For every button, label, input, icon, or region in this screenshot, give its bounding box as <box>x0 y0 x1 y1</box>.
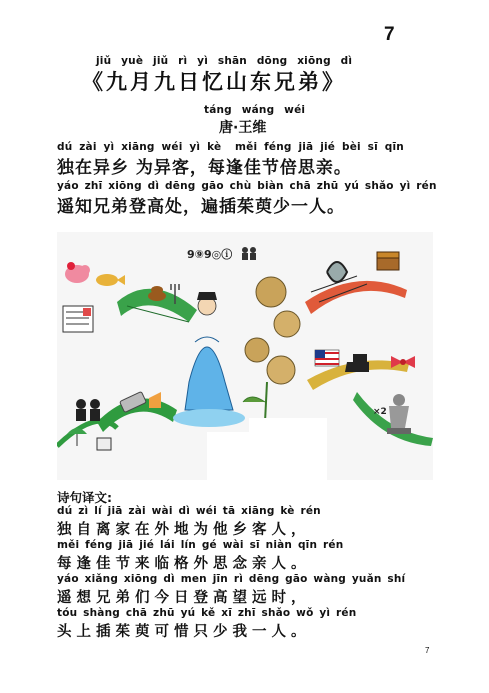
treasure-chest-icon <box>377 252 399 270</box>
mind-map-illustration <box>57 232 433 480</box>
title-pinyin: jiǔ yuè jiǔ rì yì shān dōng xiōng dì <box>96 55 353 67</box>
author-name: 唐·王维 <box>219 120 267 136</box>
translation-line-1-pinyin: dú zì lí jiā zài wài dì wéi tā xiāng kè rén <box>57 505 321 517</box>
poem-line-2: 遥知兄弟登高处，遍插茱萸少一人。 <box>57 197 345 217</box>
translation-line-1: 独自离家在外地为他乡客人， <box>57 522 311 538</box>
poem-line-1: 独在异乡 为异客，每逢佳节倍思亲。 <box>57 158 352 178</box>
poem-line-1-pinyin: dú zài yì xiāng wéi yì kè měi féng jiā jié bèi sī qīn <box>57 141 404 153</box>
poem-line-2-pinyin: yáo zhī xiōng dì dēng gāo chù biàn chā zhū yú shǎo yì rén <box>57 180 437 192</box>
page-number-bottom: 7 <box>425 646 430 655</box>
translation-line-3: 遥想兄弟们今日登高望远时， <box>57 590 311 606</box>
poem-title: 《九月九日忆山东兄弟》 <box>82 70 346 94</box>
pot-icon <box>97 438 111 450</box>
flag-icon <box>315 350 339 366</box>
author-pinyin: táng wáng wéi <box>204 104 306 116</box>
translation-heading: 诗句译文: <box>57 490 112 505</box>
header-glyphs: 9⑨9◎ⓘ <box>187 248 233 261</box>
translation-line-3-pinyin: yáo xiǎng xiōng dì men jīn rì dēng gāo wàng yuǎn shí <box>57 573 406 585</box>
translation-line-4-pinyin: tóu shàng chā zhū yú kě xī zhī shǎo wǒ yì rén <box>57 607 357 619</box>
times-two-label: ×2 <box>373 407 387 417</box>
translation-line-2-pinyin: měi féng jiā jié lái lín gé wài sī niàn qīn rén <box>57 539 344 551</box>
page-number-top: 7 <box>384 24 395 45</box>
translation-line-4: 头上插茱萸可惜只少我一人。 <box>57 624 311 640</box>
translation-line-2: 每逢佳节来临格外思念亲人。 <box>57 556 311 572</box>
book-icon <box>63 306 93 332</box>
